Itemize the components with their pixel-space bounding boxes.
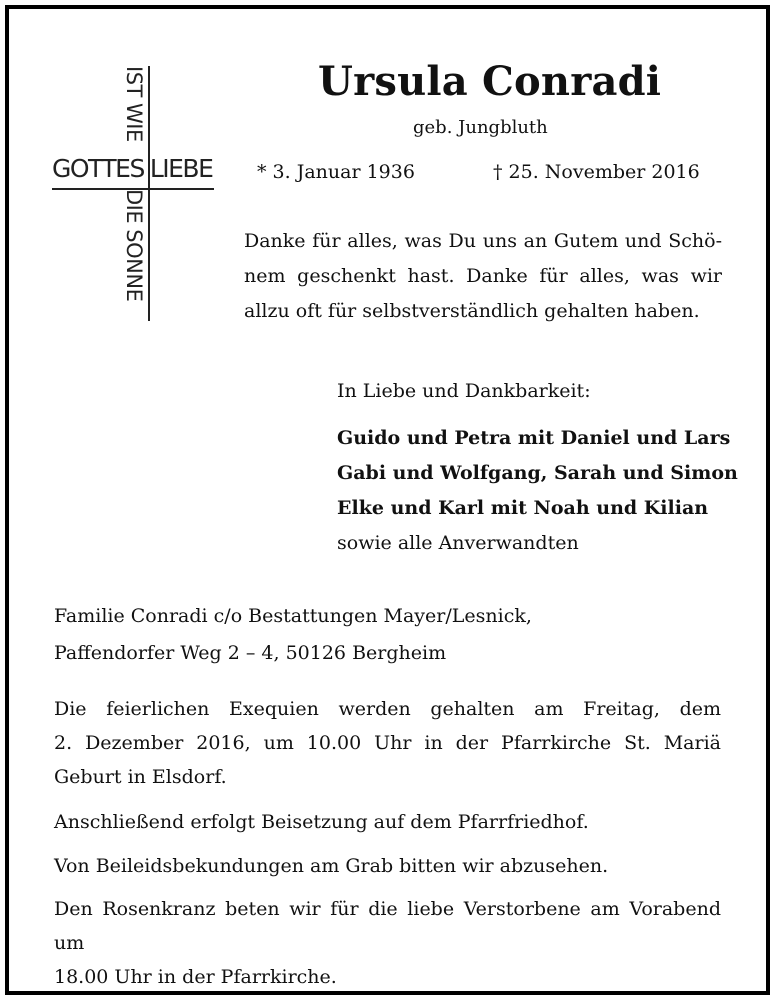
condolences-paragraph: Von Beileidsbekundungen am Grab bitten wir abzusehen. — [54, 855, 609, 877]
address-line: Paffendorfer Weg 2 – 4, 50126 Bergheim — [54, 642, 447, 664]
emblem-text-horizontal — [52, 154, 212, 183]
rosary-line: 18.00 Uhr in der Pfarrkirche. — [54, 966, 337, 988]
service-line: Die feierlichen Exequien werden gehalten am Freitag, dem — [54, 698, 721, 720]
quote-line: Danke für alles, was Du uns an Gutem und Schö- — [244, 230, 722, 252]
emblem-text-left: GOTTES — [52, 154, 144, 183]
signoff: In Liebe und Dankbarkeit: — [337, 380, 591, 402]
death-date: † 25. November 2016 — [493, 161, 700, 183]
cross-vertical-bar — [148, 66, 150, 321]
family-line: Guido und Petra mit Daniel und Lars — [337, 427, 731, 449]
service-line: 2. Dezember 2016, um 10.00 Uhr in der Pfarrkirche St. Mariä — [54, 732, 721, 754]
rosary-paragraph — [54, 892, 721, 994]
burial-paragraph: Anschließend erfolgt Beisetzung auf dem Pfarrfriedhof. — [54, 811, 589, 833]
quote-line: nem geschenkt hast. Danke für alles, was wir — [244, 265, 722, 287]
family-line: Gabi und Wolfgang, Sarah und Simon — [337, 462, 738, 484]
relatives-line: sowie alle Anverwandten — [337, 532, 579, 554]
rosary-line: Den Rosenkranz beten wir für die liebe Verstorbene am Vorabend um — [54, 898, 721, 954]
quote-line: allzu oft für selbstverständlich gehalten haben. — [244, 300, 700, 322]
emblem-text-bottom: DIE SONNE — [122, 189, 146, 302]
thank-you-quote — [244, 224, 722, 329]
deceased-name: Ursula Conradi — [318, 58, 662, 105]
address-line: Familie Conradi c/o Bestattungen Mayer/Lesnick, — [54, 605, 532, 627]
emblem-text-right: LIEBE — [149, 154, 213, 183]
emblem-text-top: IST WIE — [122, 66, 146, 142]
contact-address — [54, 598, 532, 672]
mourners-list — [337, 421, 738, 561]
birth-name: geb. Jungbluth — [413, 117, 548, 138]
birth-date: * 3. Januar 1936 — [257, 161, 415, 183]
service-paragraph — [54, 692, 721, 794]
family-line: Elke und Karl mit Noah und Kilian — [337, 497, 709, 519]
service-line: Geburt in Elsdorf. — [54, 766, 227, 788]
